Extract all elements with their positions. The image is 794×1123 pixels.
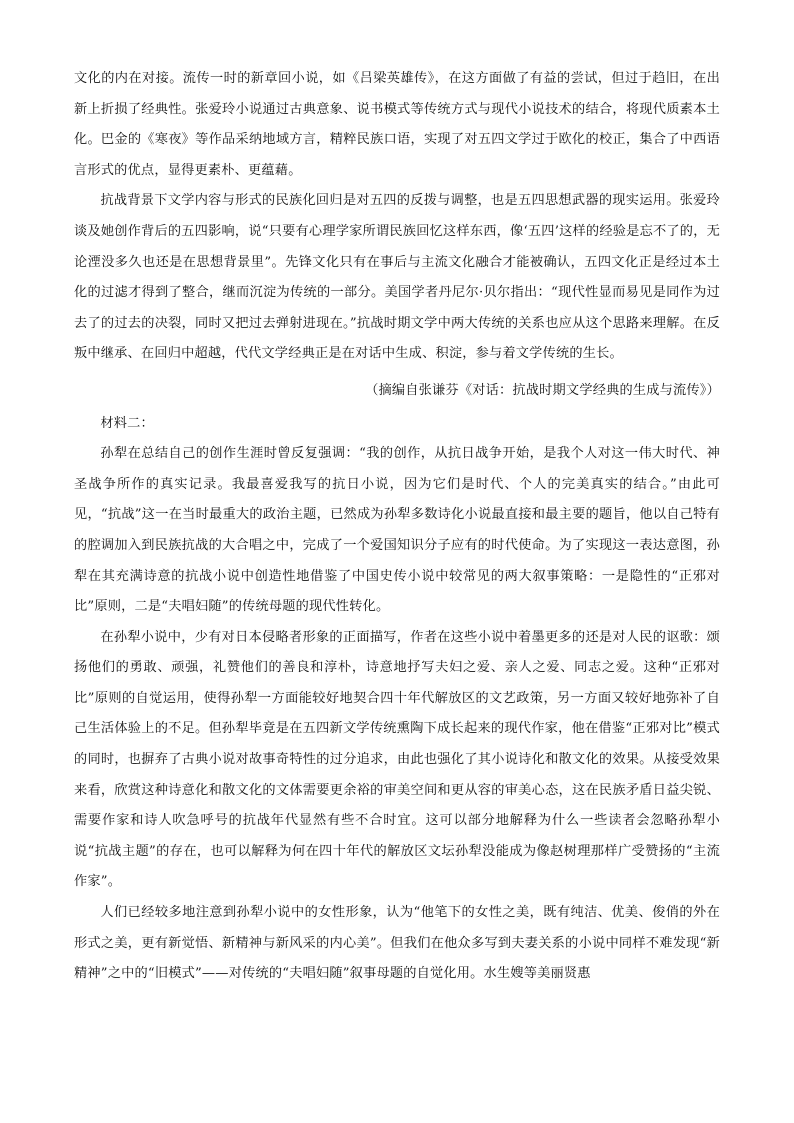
material-two-paragraph-1: 孙犁在总结自己的创作生涯时曾反复强调：“我的创作，从抗日战争开始，是我个人对这一伟大时代、神圣战争所作的真实记录。我最喜爱我写的抗日小说，因为它们是时代、个人的完美真实的结合。”由此可见，“抗战”这一在当时最重大的政治主题，已然成为孙犁多数诗化小说最直接和最主要的题旨，他以自己特有的腔调加入到民族抗战的大合唱之中，完成了一个爱国知识分子应有的时代使命。为了实现这一表达意图，孙犁在其充满诗意的抗战小说中创造性地借鉴了中国史传小说中较常见的两大叙事策略：一是隐性的“正邪对比”原则，二是“夫唱妇随”的传统母题的现代性转化。 <box>74 446 720 615</box>
material-one-source: （摘编自张谦芬《对话：抗战时期文学经典的生成与流传》） <box>365 382 720 398</box>
material-two-label: 材料二： <box>100 415 154 431</box>
material-two-paragraph-3: 人们已经较多地注意到孙犁小说中的女性形象，认为“他笔下的女性之美，既有纯洁、优美、俊俏的外在形式之美，更有新觉悟、新精神与新风采的内心美”。但我们在他众多写到夫妻关系的小说中同样不难发现“新精神”之中的“旧模式”——对传统的“夫唱妇随”叙事母题的自觉化用。水生嫂等美丽贤惠 <box>74 905 720 982</box>
document-page <box>74 64 720 990</box>
material-two-paragraph-2: 在孙犁小说中，少有对日本侵略者形象的正面描写，作者在这些小说中着墨更多的还是对人民的讴歌：颂扬他们的勇敢、顽强，礼赞他们的善良和淳朴，诗意地抒写夫妇之爱、亲人之爱、同志之爱。这种“正邪对比”原则的自觉运用，使得孙犁一方面能较好地契合四十年代解放区的文艺政策，另一方面又较好地弥补了自己生活体验上的不足。但孙犁毕竟是在五四新文学传统熏陶下成长起来的现代作家，他在借鉴“正邪对比”模式的同时，也摒弃了古典小说对故事奇特性的过分追求，由此也强化了其小说诗化和散文化的效果。从接受效果来看，欣赏这种诗意化和散文化的文体需要更余裕的审美空间和更从容的审美心态，这在民族矛盾日益尖锐、需要作家和诗人吹急呼号的抗战年代显然有些不合时宜。这可以部分地解释为什么一些读者会忽略孙犁小说“抗战主题”的存在，也可以解释为何在四十年代的解放区文坛孙犁没能成为像赵树理那样广受赞扬的“主流作家”。 <box>74 629 720 890</box>
material-one-paragraph-1: 文化的内在对接。流传一时的新章回小说，如《吕梁英雄传》，在这方面做了有益的尝试，但过于趋旧，在出新上折损了经典性。张爱玲小说通过古典意象、说书模式等传统方式与现代小说技术的结合，将现代质素本土化。巴金的《寒夜》等作品采纳地域方言，精粹民族口语，实现了对五四文学过于欧化的校正，集合了中西语言形式的优点，显得更素朴、更蕴藉。 <box>74 71 720 178</box>
material-one-paragraph-2: 抗战背景下文学内容与形式的民族化回归是对五四的反拨与调整，也是五四思想武器的现实运用。张爱玲谈及她创作背后的五四影响，说“只要有心理学家所谓民族回忆这样东西，像‘五四’这样的经验是忘不了的，无论湮没多久也还是在思想背景里”。先锋文化只有在事后与主流文化融合才能被确认，五四文化正是经过本土化的过滤才得到了整合，继而沉淀为传统的一部分。美国学者丹尼尔·贝尔指出：“现代性显而易见是同作为过去了的过去的决裂，同时又把过去弹射进现在。”抗战时期文学中两大传统的关系也应从这个思路来理解。在反叛中继承、在回归中超越，代代文学经典正是在对话中生成、积淀，参与着文学传统的生长。 <box>74 193 720 362</box>
